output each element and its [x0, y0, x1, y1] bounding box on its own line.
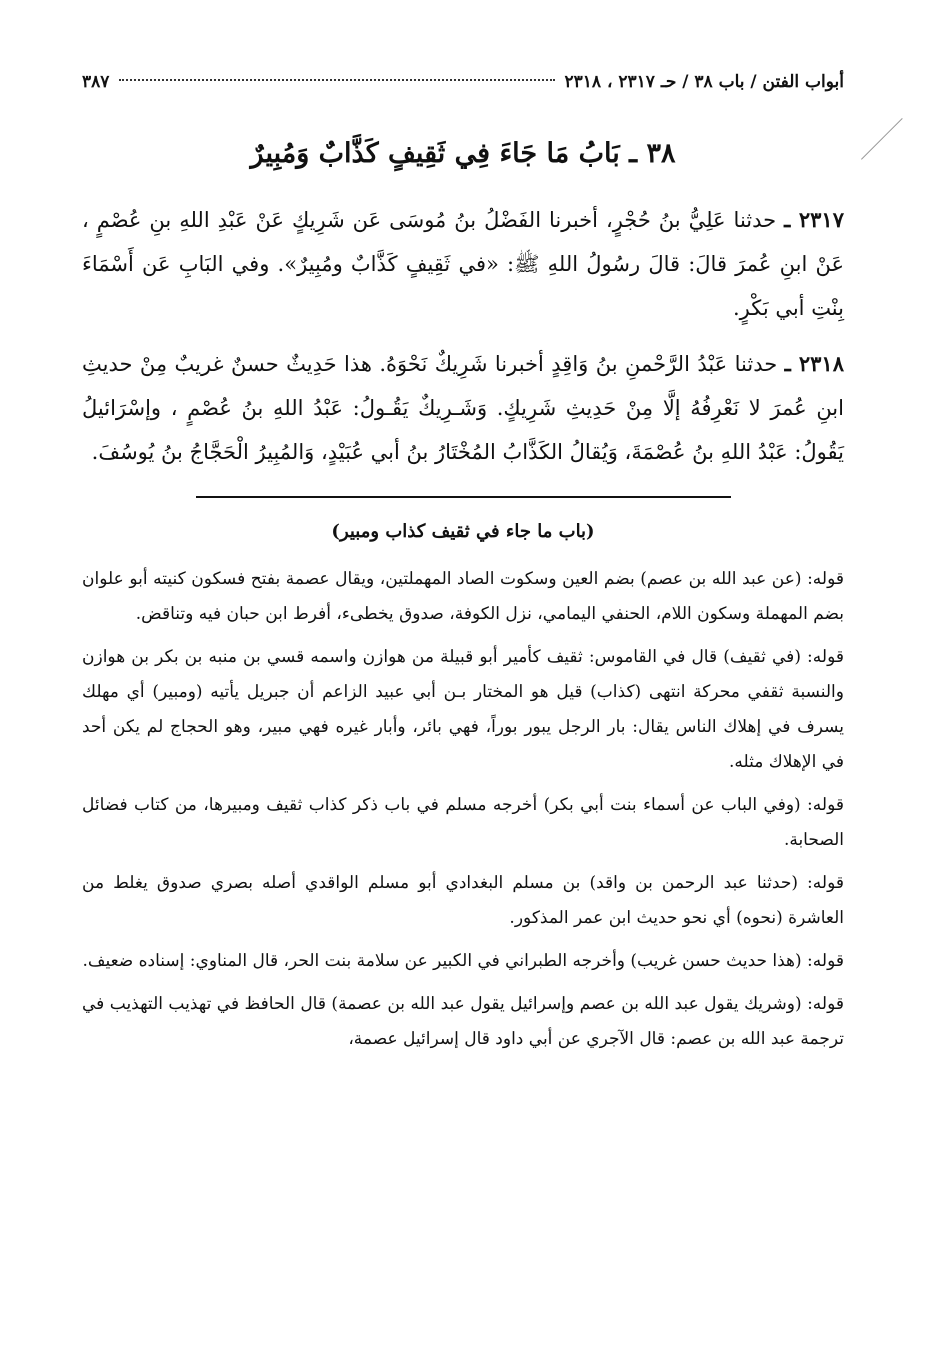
- commentary-paragraph: قوله: (حدثنا عبد الرحمن بن واقد) بن مسلم البغدادي أبو مسلم الواقدي أصله بصري صدوق يغلط من العاشرة (نحوه) أي نحو حديث ابن عمر المذكور.: [82, 873, 844, 928]
- commentary-title: (باب ما جاء في ثقيف كذاب ومبير): [331, 521, 595, 542]
- commentary-paragraph: قوله: (وفي الباب عن أسماء بنت أبي بكر) أخرجه مسلم في باب ذكر كذاب ثقيف ومبيرها، من كتاب فضائل الصحابة.: [82, 795, 844, 850]
- commentary-paragraph: قوله: (عن عبد الله بن عصم) بضم العين وسكوت الصاد المهملتين، ويقال عصمة بفتح فسكون كنيته أبو علوان بضم المهملة وسكون اللام، الحنفي اليمامي، نزل الكوفة، صدوق يخطىء، أفرط ابن حبان فيه وتناقض.: [82, 569, 844, 624]
- header-section-text: أبواب الفتن / باب ٣٨ / حـ ٢٣١٧ ، ٢٣١٨: [564, 72, 844, 92]
- running-header: [82, 60, 844, 104]
- chapter-title: ٣٨ ـ بَابُ مَا جَاءَ فِي ثَقِيفٍ كَذَّابٌ وَمُبِيرٌ: [250, 138, 676, 169]
- hadith-text: حدثنا عَبْدُ الرَّحْمنِ بنُ وَاقِدٍ أخبرنا شَرِيكٌ نَحْوَهُ. هذا حَدِيثٌ حسنٌ غريبٌ مِنْ حديثِ ابنِ عُمرَ لا نَعْرِفُهُ إلَّا مِنْ حَدِيثِ شَرِيكٍ. وَشَـرِيكٌ يَقُـولُ: عَبْدُ اللهِ بنُ عُصْمٍ ، وإسْرَائيلُ يَقُولُ: عَبْدُ اللهِ بنُ عُصْمَةَ، وَيُقالُ الكَذَّابُ المُخْتَارُ بنُ أبي عُبَيْدٍ، وَالمُبِيرُ الْحَجَّاجُ بنُ يُوسُفَ.: [82, 352, 844, 464]
- book-page: [82, 60, 844, 1065]
- hadith-2317: [82, 198, 844, 330]
- margin-mark: [861, 118, 903, 160]
- hadith-number: ٢٣١٨ ـ: [784, 351, 844, 376]
- hadith-number: ٢٣١٧ ـ: [784, 207, 844, 232]
- hadith-text: حدثنا عَلِيُّ بنُ حُجْرٍ، أخبرنا الفَضْلُ بنُ مُوسَى عَن شَرِيكٍ عَنْ عَبْدِ اللهِ بنِ عُصْمٍ ، عَنْ ابنِ عُمرَ قالَ: قالَ رسُولُ اللهِ ﷺ: «في ثَقِيفٍ كَذَّابٌ ومُبِيرٌ». وفي البَابِ عَن أَسْمَاءَ بِنْتِ أبي بَكْرٍ.: [82, 208, 844, 320]
- footnote-separator: [196, 496, 731, 498]
- commentary-paragraph: قوله: (هذا حديث حسن غريب) وأخرجه الطبراني في الكبير عن سلامة بنت الحر، قال المناوي: إسناده ضعيف.: [82, 951, 844, 971]
- hadith-section: [82, 198, 844, 474]
- commentary-paragraph: قوله: (وشريك يقول عبد الله بن عصم وإسرائيل يقول عبد الله بن عصمة) قال الحافظ في تهذيب التهذيب في ترجمة عبد الله بن عصم: قال الآجري عن أبي داود قال إسرائيل عصمة،: [82, 994, 844, 1049]
- commentary-section: [82, 516, 844, 1057]
- page-number: ٣٨٧: [82, 72, 110, 92]
- commentary-paragraph: قوله: (في ثقيف) قال في القاموس: ثقيف كأمير أبو قبيلة من هوازن واسمه قسي بن منبه بن بكر بن هوازن والنسبة ثقفي محركة انتهى (كذاب) قيل هو المختار بـن أبي عبيد الزاعم أن جبريل يأتيه (ومبير) أي مهلك يسرف في إهلاك الناس يقال: بار الرجل يبور بوراً، فهي بائر، وأبار غيره فهي مبير، وهو الحجاج لم يكن أحد في الإهلاك مثله.: [82, 647, 844, 772]
- header-dot-leader: [119, 78, 554, 81]
- hadith-2318: [82, 342, 844, 474]
